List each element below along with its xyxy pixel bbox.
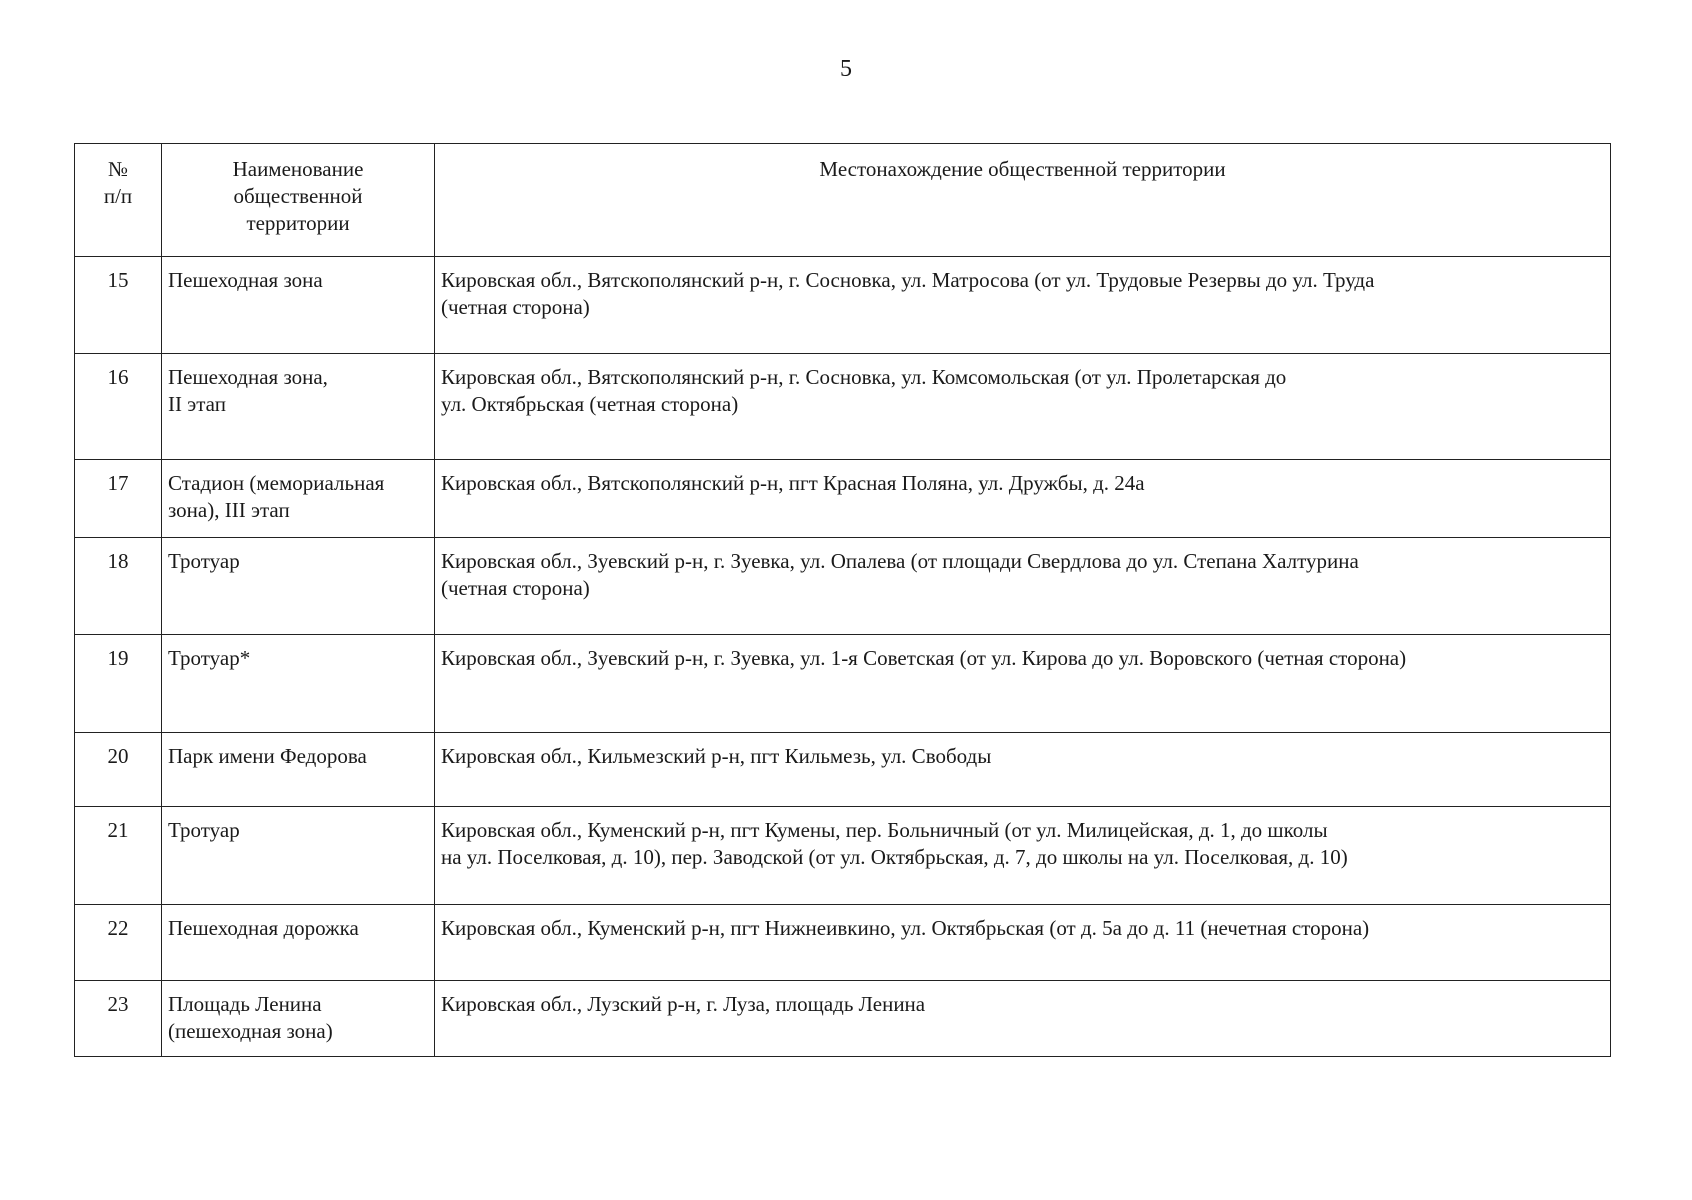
row-number: 23 — [75, 981, 162, 1057]
table-row — [75, 905, 1611, 981]
table-header-row — [75, 144, 1611, 257]
territories-table — [74, 143, 1611, 1057]
territory-location: Кировская обл., Зуевский р-н, г. Зуевка, ул. 1-я Советская (от ул. Кирова до ул. Воровского (четная сторона) — [435, 635, 1611, 733]
header-number: № п/п — [75, 144, 162, 257]
row-number: 16 — [75, 354, 162, 460]
header-territory-location: Местонахождение общественной территории — [435, 144, 1611, 257]
territory-name: Пешеходная зона, II этап — [162, 354, 435, 460]
territory-location: Кировская обл., Вятскополянский р-н, г. Сосновка, ул. Комсомольская (от ул. Пролетарская до ул. Октябрьская (четная сторона) — [435, 354, 1611, 460]
territory-location: Кировская обл., Вятскополянский р-н, пгт Красная Поляна, ул. Дружбы, д. 24а — [435, 460, 1611, 538]
territory-name: Тротуар* — [162, 635, 435, 733]
row-number: 18 — [75, 538, 162, 635]
territory-name: Пешеходная зона — [162, 257, 435, 354]
territory-name: Тротуар — [162, 538, 435, 635]
row-number: 22 — [75, 905, 162, 981]
page-number: 5 — [840, 56, 852, 82]
territory-location: Кировская обл., Кильмезский р-н, пгт Кильмезь, ул. Свободы — [435, 733, 1611, 807]
table-row — [75, 635, 1611, 733]
table-row — [75, 538, 1611, 635]
table-row — [75, 807, 1611, 905]
header-territory-name: Наименование общественной территории — [162, 144, 435, 257]
territory-name: Площадь Ленина (пешеходная зона) — [162, 981, 435, 1057]
table-row — [75, 460, 1611, 538]
row-number: 19 — [75, 635, 162, 733]
territory-location: Кировская обл., Зуевский р-н, г. Зуевка, ул. Опалева (от площади Свердлова до ул. Степана Халтурина (четная сторона) — [435, 538, 1611, 635]
table-row — [75, 257, 1611, 354]
territory-location: Кировская обл., Вятскополянский р-н, г. Сосновка, ул. Матросова (от ул. Трудовые Резервы до ул. Труда (четная сторона) — [435, 257, 1611, 354]
table-row — [75, 733, 1611, 807]
territory-name: Стадион (мемориальная зона), III этап — [162, 460, 435, 538]
table-row — [75, 981, 1611, 1057]
table-row — [75, 354, 1611, 460]
territory-name: Пешеходная дорожка — [162, 905, 435, 981]
territory-location: Кировская обл., Куменский р-н, пгт Нижнеивкино, ул. Октябрьская (от д. 5а до д. 11 (нечетная сторона) — [435, 905, 1611, 981]
row-number: 15 — [75, 257, 162, 354]
row-number: 17 — [75, 460, 162, 538]
territory-location: Кировская обл., Лузский р-н, г. Луза, площадь Ленина — [435, 981, 1611, 1057]
row-number: 20 — [75, 733, 162, 807]
territory-name: Парк имени Федорова — [162, 733, 435, 807]
territory-name: Тротуар — [162, 807, 435, 905]
row-number: 21 — [75, 807, 162, 905]
territory-location: Кировская обл., Куменский р-н, пгт Кумены, пер. Больничный (от ул. Милицейская, д. 1, до школы на ул. Поселковая, д. 10), пер. Заводской (от ул. Октябрьская, д. 7, до школы на ул. Поселковая, д. 10) — [435, 807, 1611, 905]
